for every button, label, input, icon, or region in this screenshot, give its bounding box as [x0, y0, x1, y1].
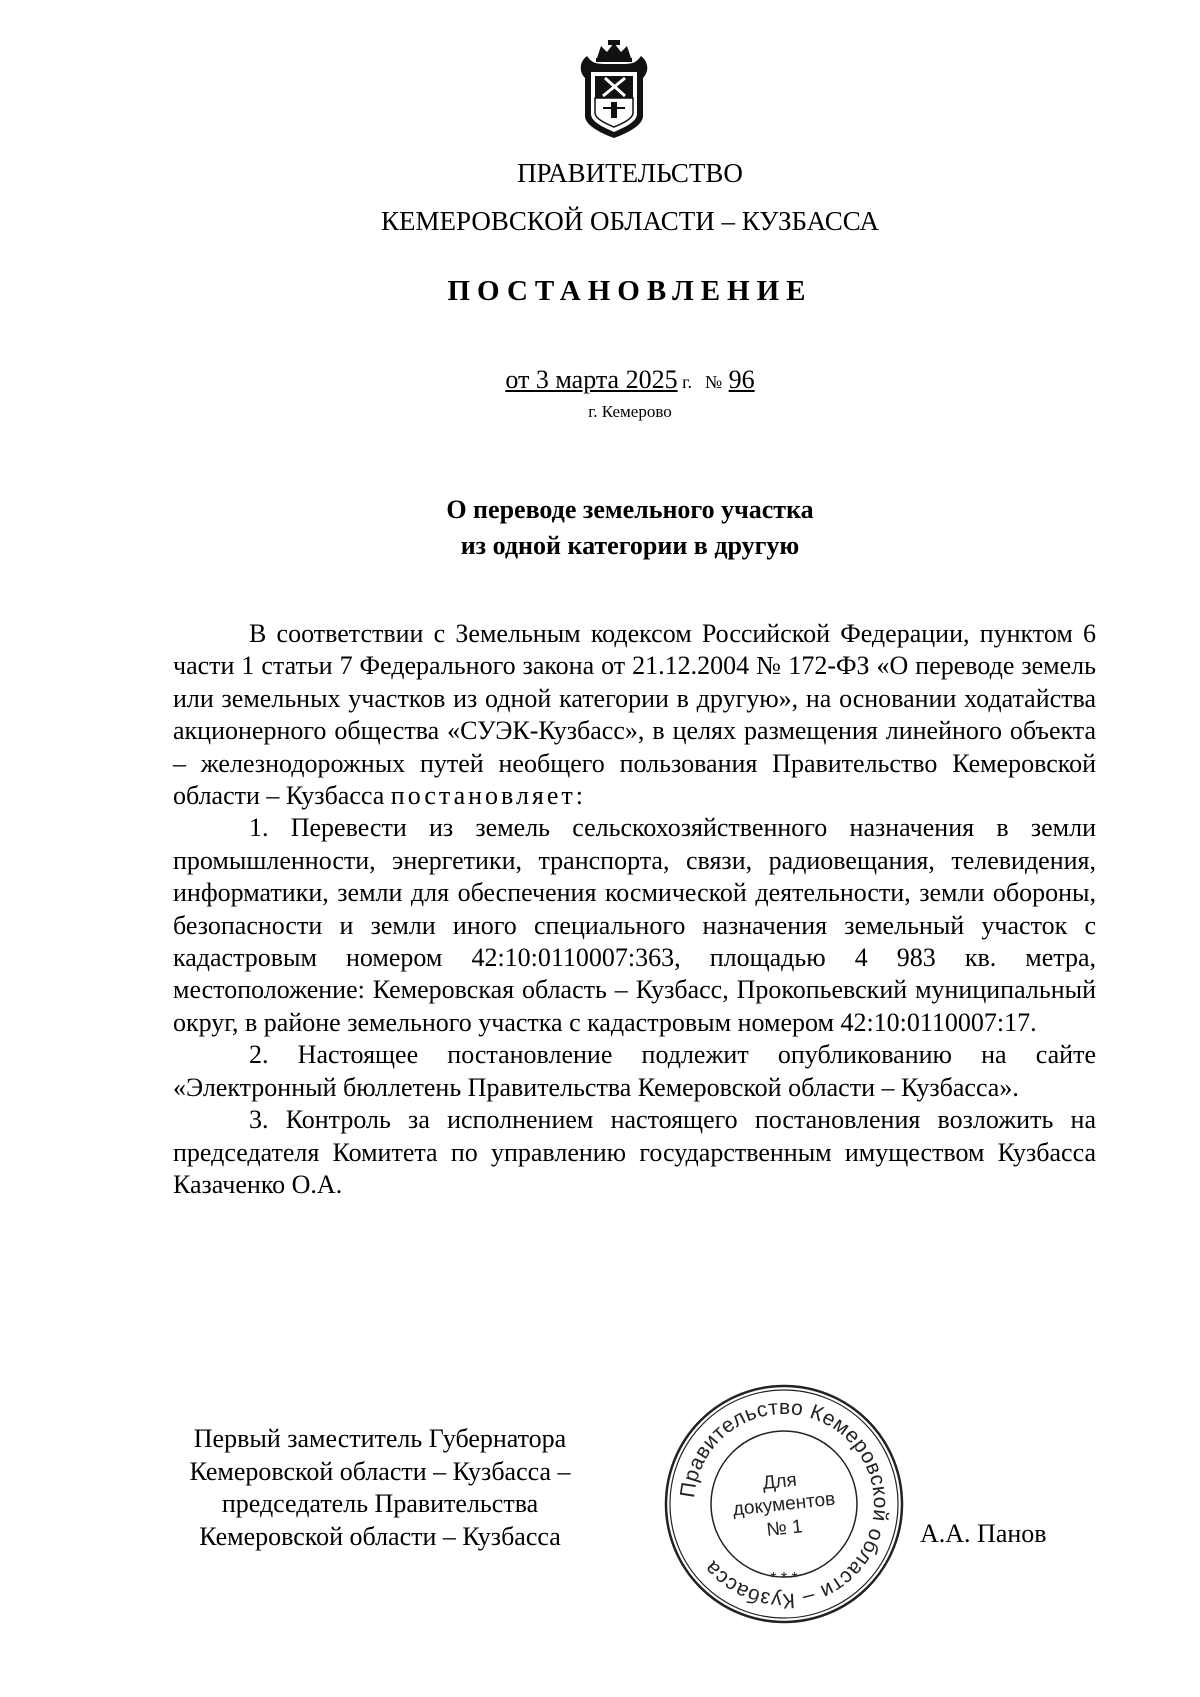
city-name: г. Кемерово — [588, 402, 672, 421]
signatory-title-line3: председатель Правительства — [221, 1489, 539, 1518]
stamp-center-line3: № 1 — [765, 1516, 804, 1541]
stamp-ring-text: Правительство Кемеровской области – Кузбасса — [676, 1395, 893, 1613]
document-body — [173, 618, 1096, 1201]
signatory-name: А.А. Панов — [920, 1519, 1047, 1548]
government-name-line2: КЕМЕРОВСКОЙ ОБЛАСТИ – КУЗБАССА — [381, 206, 879, 236]
government-name-line1: ПРАВИТЕЛЬСТВО — [517, 158, 743, 188]
coat-of-arms-icon — [575, 38, 653, 142]
signatory-title-line1: Первый заместитель Губернатора — [193, 1424, 567, 1453]
item-3-paragraph: 3. Контроль за исполнением настоящего постановления возложить на председателя Комитета по управлению государственным имуществом Кузбасса Казаченко О.А. — [173, 1105, 1096, 1199]
signatory-title — [160, 1423, 600, 1553]
stamp-stars: * * * — [770, 1570, 798, 1587]
subject-line1: О переводе земельного участка — [446, 495, 814, 524]
stamp-center-line1: Для — [761, 1469, 798, 1495]
document-date: 3 марта 2025 — [535, 365, 678, 394]
preamble-text: В соответствии с Земельным кодексом Российской Федерации, пунктом 6 части 1 статьи 7 Федерального закона от 21.12.2004 № 172-ФЗ «О переводе земель или земельных участков из одной категории в другую», на основании ходатайства акционерного общества «СУЭК-Кузбасс», в целях размещения линейного объекта – железнодорожных путей необщего пользования Правительство Кемеровской области – Кузбасса — [173, 619, 1096, 811]
subject-line2: из одной категории в другую — [460, 531, 800, 560]
number-sign: № — [704, 372, 723, 392]
date-number-line — [0, 365, 1200, 395]
document-type-title: ПОСТАНОВЛЕНИЕ — [447, 275, 813, 307]
official-stamp — [660, 1380, 908, 1628]
stamp-center-line2: документов — [731, 1488, 837, 1521]
document-number: 96 — [728, 365, 755, 394]
signatory-title-line2: Кемеровской области – Кузбасса – — [189, 1456, 571, 1486]
document-subject — [0, 492, 1200, 564]
date-prefix: от — [505, 365, 536, 394]
item-1-paragraph: 1. Перевести из земель сельскохозяйственного назначения в земли промышленности, энергетики, транспорта, связи, радиовещания, телевидения, информатики, земли для обеспечения космической деятельности, земли обороны, безопасности и земли иного специального назначения земельный участок с кадастровым номером 42:10:0110007:363, площадью 4 983 кв. метра, местоположение: Кемеровская область – Кузбасс, Прокопьевский муниципальный округ, в районе земельного участка с кадастровым номером 42:10:0110007:17. — [173, 813, 1096, 1037]
year-suffix: г. — [677, 372, 692, 392]
signatory-title-line4: Кемеровской области – Кузбасса — [199, 1521, 561, 1551]
resolves-word: постановляет: — [390, 781, 587, 811]
item-2-paragraph: 2. Настоящее постановление подлежит опубликованию на сайте «Электронный бюллетень Правительства Кемеровской области – Кузбасса». — [173, 1040, 1096, 1102]
preamble-paragraph — [173, 618, 1096, 812]
